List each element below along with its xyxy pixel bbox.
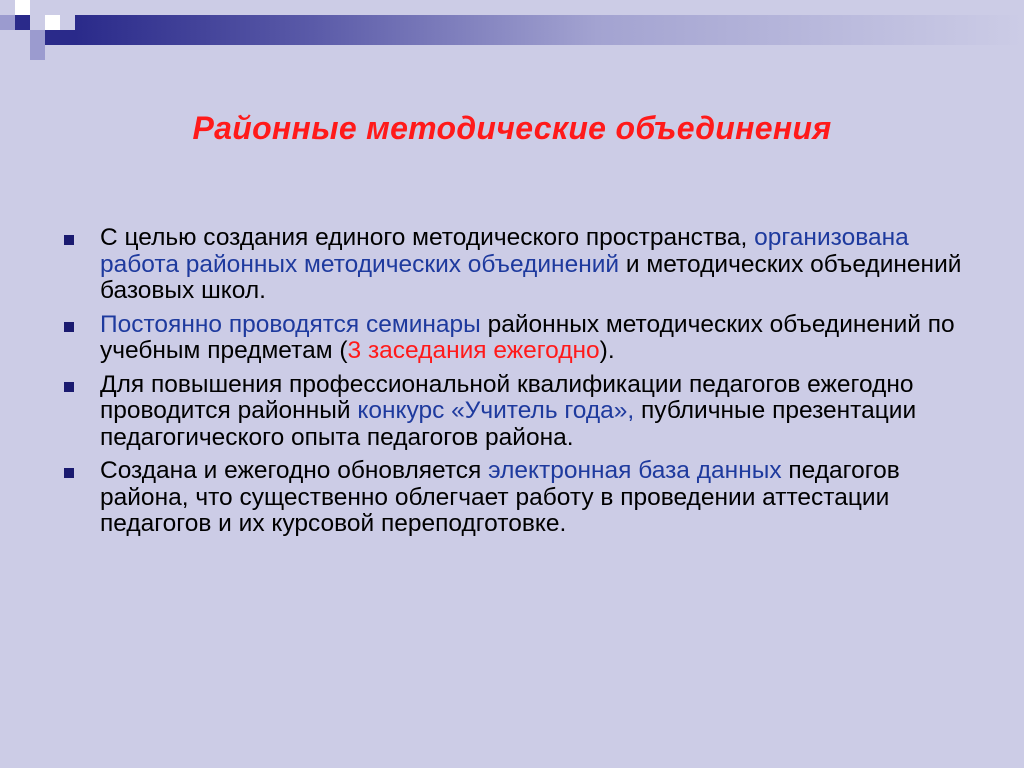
- list-item: [62, 372, 962, 452]
- bullet-highlight: электронная база данных: [488, 457, 782, 484]
- square-bullet-icon: [64, 382, 74, 392]
- square-bullet-icon: [64, 468, 74, 478]
- corner-decoration-bar: [45, 30, 75, 45]
- bullet-highlight-red: 3 заседания ежегодно: [347, 337, 600, 364]
- corner-decoration-square: [30, 45, 45, 60]
- slide-title: Районные методические объединения: [192, 110, 832, 146]
- bullet-highlight: Постоянно проводятся семинары: [100, 310, 481, 338]
- corner-decoration-square: [30, 30, 45, 45]
- bullet-text: Для повышения профессиональной квалификации педагогов ежегодно проводится районный: [100, 370, 914, 424]
- header-gradient-bar: [75, 15, 1024, 45]
- square-bullet-icon: [64, 322, 74, 332]
- corner-decoration-square: [15, 0, 30, 15]
- bullet-highlight: конкурс «Учитель года»,: [357, 397, 635, 424]
- list-item: [62, 312, 962, 365]
- bullet-text: ).: [599, 337, 615, 364]
- bullet-text: педагогов района, что существенно облегчает работу в проведении аттестации педагогов и их курсовой переподготовке.: [100, 457, 900, 537]
- list-item: [62, 458, 962, 538]
- square-bullet-icon: [64, 235, 74, 245]
- bullet-text: и методических объединений базовых школ.: [100, 250, 962, 304]
- bullet-text: Создана и ежегодно обновляется: [100, 457, 489, 484]
- corner-decoration-square: [45, 15, 60, 30]
- bullet-text: С целью создания единого методического пространства,: [100, 224, 755, 251]
- bullet-list: [62, 225, 962, 545]
- corner-decoration-square: [0, 15, 15, 30]
- list-item: [62, 225, 962, 305]
- bullet-text: районных методических объединений по учебным предметам (: [100, 310, 955, 364]
- bullet-text: публичные презентации педагогического опыта педагогов района.: [100, 397, 917, 451]
- bullet-highlight: организована работа районных методических объединений: [100, 224, 909, 278]
- corner-decoration-square: [15, 15, 30, 30]
